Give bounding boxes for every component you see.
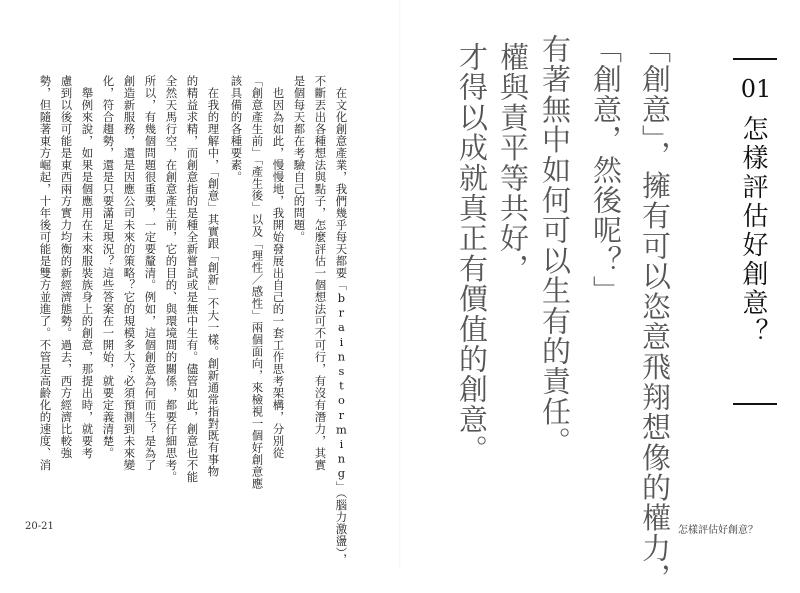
body-column: 不斷丟出各種想法與點子，怎麼評估一個想法可不可行，有沒有潛力，其實 bbox=[313, 75, 328, 471]
running-head: 怎樣評估好創意？ bbox=[678, 525, 758, 536]
body-column: 全然天馬行空，在創意產生前，它的目的、與環境間的關係，都要仔細思考。 bbox=[164, 75, 179, 483]
body-column: 在文化創意產業，我們幾乎每天都要「brainstorming」（腦力激盪）， bbox=[334, 87, 349, 566]
body-column: 所以，有幾個問題很重要，一定要釐清。例如，這個創意為何而生？是為了 bbox=[143, 75, 158, 471]
body-column: 慮到以後可能是東西兩方實力均衡的新經濟態勢。過去，西方經濟比較強 bbox=[59, 75, 74, 459]
body-column: 是個每天都在考驗自己的問題。 bbox=[292, 75, 307, 243]
body-column: 的精益求精，而創意指的是種全新嘗試或是無中生有。儘管如此，創意也不能 bbox=[185, 75, 200, 483]
quote-line: 「創意，然後呢？」 bbox=[589, 34, 623, 306]
quote-line: 「創意」，擁有可以恣意飛翔想像的權力， bbox=[638, 34, 672, 593]
page-gutter bbox=[399, 0, 401, 567]
page-folio: 20-21 bbox=[25, 521, 54, 532]
body-column: 勢，但隨著東方崛起，十年後可能是雙方並進了。不管是高齡化的速度、消 bbox=[38, 75, 53, 471]
quote-line: 才得以成就真正有價值的創意。 bbox=[455, 42, 489, 465]
body-column: 「創意產生前」「產生後」以及「理性／感性」兩個面向，來檢視一個好創意應 bbox=[250, 75, 265, 490]
body-column: 該具備的各種要素。 bbox=[229, 75, 244, 183]
body-column: 舉例來說，如果是個應用在未來服裝族身上的創意，那提出時，就要考 bbox=[80, 87, 95, 459]
body-column: 在我的理解中，「創意」其實跟「創新」不大一樣。創新通常指對既有事物 bbox=[206, 87, 221, 478]
chapter-title: 怎樣評估好創意？ bbox=[738, 115, 768, 347]
quote-line: 權與責平等共好， bbox=[496, 42, 530, 284]
chapter-number: 01 bbox=[740, 75, 772, 103]
body-column: 化，符合趨勢，還是只要滿足現況？這些答案在一開始，就要定義清楚。 bbox=[101, 75, 116, 459]
chapter-rule-bottom bbox=[733, 403, 777, 405]
body-column: 也因為如此，慢慢地，我開始發展出自己的一套工作思考架構，分別從 bbox=[271, 87, 286, 459]
body-column: 創造新服務，還是因應公司未來的策略？它的規模多大？必須預測到未來變 bbox=[122, 75, 137, 471]
quote-line: 有著無中如何可以生有的責任。 bbox=[538, 34, 572, 457]
chapter-rule-top bbox=[733, 58, 777, 60]
